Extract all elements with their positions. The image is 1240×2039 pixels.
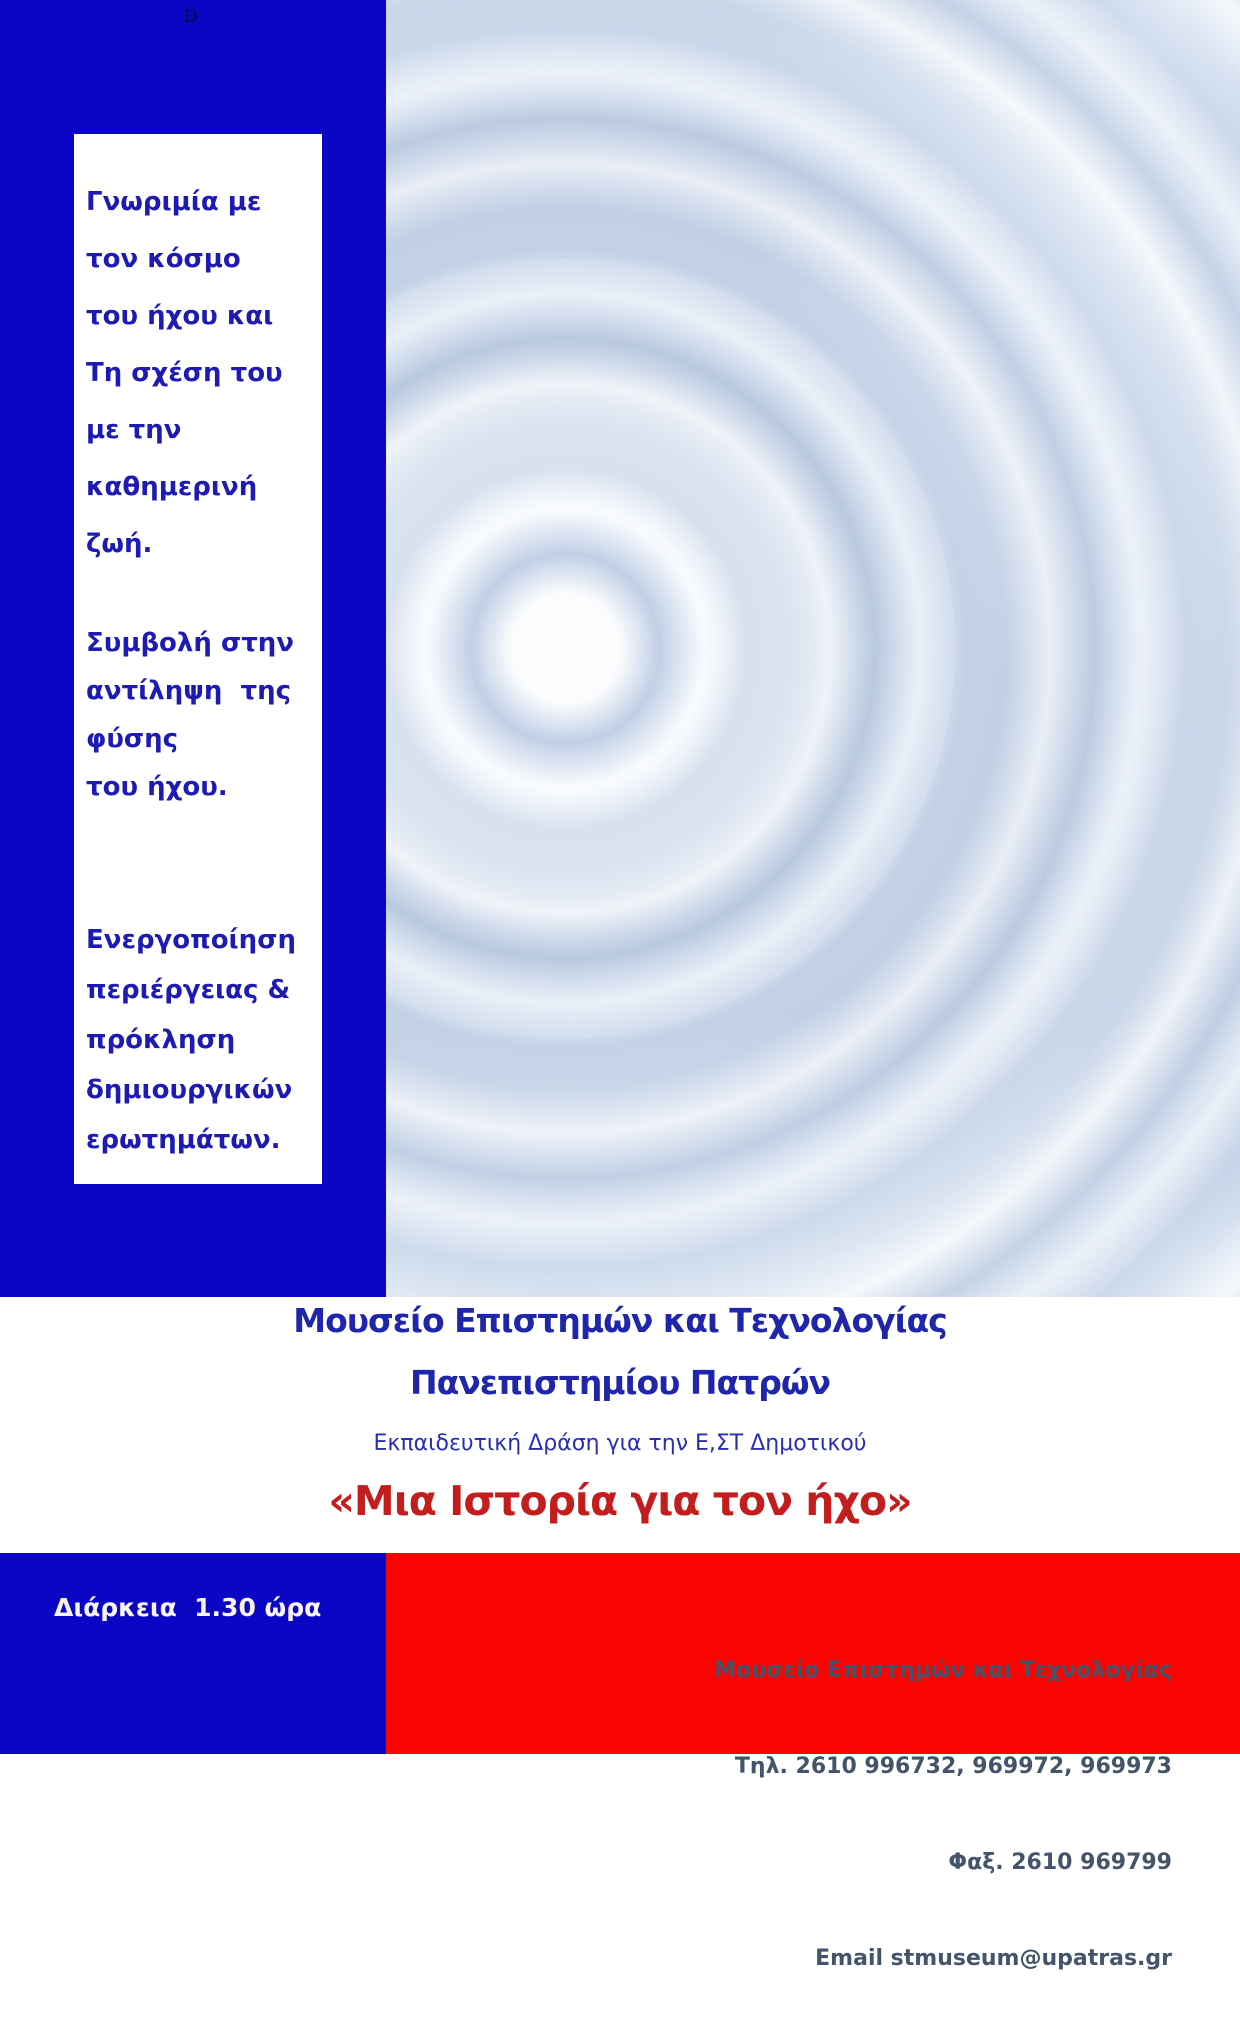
contact-line-email: Email stmuseum@upatras.gr: [815, 1946, 1172, 1971]
footer-right-panel: [386, 1553, 1240, 1971]
heading-section: [0, 1297, 1240, 1553]
intro-card: [74, 134, 322, 1184]
water-ripple-image: [386, 0, 1240, 1297]
footer-left-panel: [0, 1553, 386, 1754]
event-title: «Μια Ιστορία για τον ήχο»: [328, 1477, 912, 1525]
intro-line: Τη σχέση του: [86, 358, 283, 388]
contact-line-fax: Φαξ. 2610 969799: [948, 1850, 1172, 1875]
intro-line: του ήχου και: [86, 301, 274, 331]
footer-section: [0, 1553, 1240, 1971]
intro-line: περιέργειας &: [86, 975, 291, 1005]
museum-name-line2: Πανεπιστημίου Πατρών: [409, 1363, 831, 1402]
stray-character: D: [184, 7, 198, 27]
duration-label: Διάρκεια 1.30 ώρα: [54, 1593, 322, 1622]
sidebar-panel: [0, 0, 386, 1297]
contact-line-museum: Μουσείο Επιστημών και Τεχνολογίας: [714, 1658, 1172, 1683]
intro-line: φύσης: [86, 724, 179, 754]
activity-subtitle: Εκπαιδευτική Δράση για την Ε,ΣΤ Δημοτικού: [373, 1431, 867, 1456]
intro-line: ζωή.: [86, 529, 153, 559]
intro-line: αντίληψη της: [86, 676, 292, 706]
intro-line: καθημερινή: [86, 472, 258, 502]
intro-line: του ήχου.: [86, 772, 228, 802]
intro-line: πρόκληση: [86, 1025, 236, 1055]
contact-line-phone: Τηλ. 2610 996732, 969972, 969973: [734, 1754, 1172, 1779]
intro-line: ερωτημάτων.: [86, 1125, 281, 1155]
intro-line: τον κόσμο: [86, 244, 241, 274]
intro-paragraph-3: [86, 915, 316, 1165]
intro-line: Ενεργοποίηση: [86, 925, 296, 955]
museum-name-line1: Μουσείο Επιστημών και Τεχνολογίας: [293, 1301, 947, 1340]
intro-line: Συμβολή στην: [86, 628, 294, 658]
intro-line: με την: [86, 415, 182, 445]
intro-line: δημιουργικών: [86, 1075, 293, 1105]
intro-line: Γνωριμία με: [86, 187, 262, 217]
contact-info: [714, 1591, 1172, 2039]
intro-paragraph-1: [86, 174, 316, 573]
intro-paragraph-2: [86, 619, 316, 811]
